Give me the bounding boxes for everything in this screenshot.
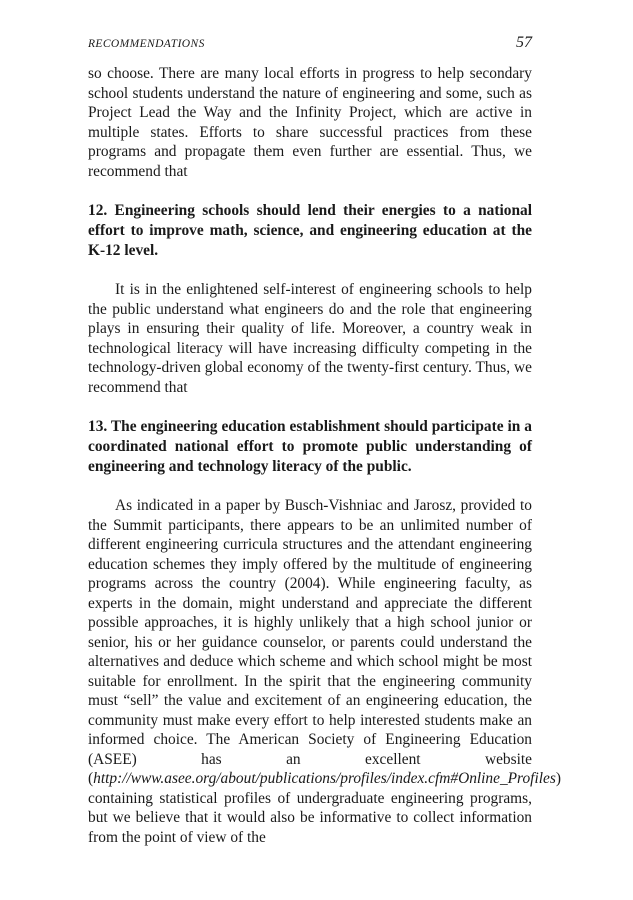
paragraph-3-text-b: ) containing statistical profiles of undergraduate engineering programs, but we believe that it would also be informative to collect information from the point of view of the xyxy=(88,770,561,846)
paragraph-1: so choose. There are many local efforts in progress to help secondary school students understand the nature of engineering and some, such as Project Lead the Way and the Infinity Project, which are active in multiple states. Efforts to share successful practices from these programs and propagate them even further are essential. Thus, we recommend that xyxy=(88,65,532,180)
paragraph-3 xyxy=(88,496,561,847)
asee-profiles-url[interactable]: http://www.asee.org/about/publications/profiles/index.cfm#Online_Profiles xyxy=(93,770,556,787)
paragraph-3-text-a: As indicated in a paper by Busch-Vishniac and Jarosz, provided to the Summit participants, there appears to be an unlimited number of different engineering curricula structures and the attendant engineering education schemes they imply offered by the multitude of engineering programs across the country (2004). While engineering faculty, as experts in the domain, might understand and appreciate the different possible approaches, it is highly unlikely that a high school junior or senior, his or her guidance counselor, or parents could understand the alternatives and deduce which scheme and which school might be most suitable for enrollment. In the spirit that the engineering community must “sell” the value and excitement of an engineering education, the community must make every effort to help interested students make an informed choice. The American Society of Engineering Education (ASEE) has an excellent website ( xyxy=(88,497,532,787)
recommendation-12: 12. Engineering schools should lend their energies to a national effort to improve math, science, and engineering education at the K-12 level. xyxy=(88,202,532,259)
body-text xyxy=(88,64,561,847)
running-header xyxy=(88,34,532,56)
running-title: RECOMMENDATIONS xyxy=(88,38,205,50)
recommendation-13: 13. The engineering education establishment should participate in a coordinated national effort to promote public understanding of engineering and technology literacy of the public. xyxy=(88,418,532,475)
page-number: 57 xyxy=(516,34,532,51)
document-page xyxy=(88,34,561,847)
paragraph-2: It is in the enlightened self-interest of engineering schools to help the public understand what engineers do and the role that engineering plays in ensuring their quality of life. Moreover, a country weak in technological literacy will have increasing difficulty competing in the technology-driven global economy of the twenty-first century. Thus, we recommend that xyxy=(88,281,532,396)
